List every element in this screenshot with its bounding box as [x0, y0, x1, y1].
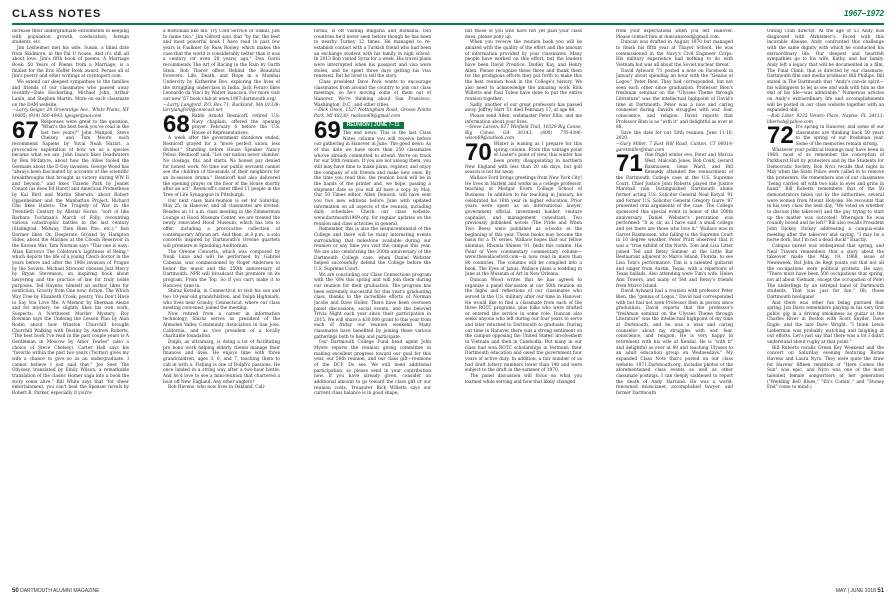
column-4	[465, 29, 582, 583]
magazine-title: DARTMOUTH ALUMNI MAGAZINE	[20, 588, 100, 594]
paragraph: Bob Havens, who now lives in Oakland, Cali-	[168, 385, 266, 391]
paragraph: The end news: This is the last Class Notes column you will receive before our gathering in Hanover in June. The good news: As of this date we have more than 250 classmates who've already committed to attend. We're on track for our 50th reunion. If you are not among them, you still may have time to make plans, register, and enjoy the company of old friends and make new ones. By the time you read this, the reunion book will be in the hands of the printer and, we hope, passing a shipment date so you will all have a copy by May. Our 50 Times editor, Allen Denison, will have sent you two new editions before June with updated information on all aspects of the reunion, including daily schedules. Check our class website, www.dartmouth1969.org, for regular updates on the reunion and class activities in general.	[314, 131, 431, 227]
paragraph: Whatever your political leanings may have been in 1968, most of us remember the conception of Parkhurst Hall by protesters and by the Students for Democratic Society. Bob Nycz recalls that night in May when the State Police were called in to remove the protesters. He remembers one of our classmates "being carried off with two kids in eyes and grins in hand." Bill Roberts remembers that of the 50 demonstrators taken out by the authorities, several were women from Mount Holyoke. He recounts that in his very class the next day, "We voted on whether to discuss [the takeover] and the guy trying to start up the matter was outvoted! Wherupon he was roundly booed and he left!" Bill also recalls President John Dickey, Dickey addressing a campus-wide meeting after the takeover and saying, "I may be a horse dork, but I'm not a dead duck!" Exactly.	[767, 147, 884, 244]
signature: —Steve Larson, 827 Winfield Trail, 10329 Big Canoe, Big Canoe, GA 30143; (800) 770-4396; wlson69@outlook.com	[465, 125, 582, 142]
signature: —Dick Olson, 1527 Nottingham Road, Grosse Pointe Park, MI 48230; rwolson69@gmail.com	[314, 108, 431, 119]
paragraph: David Aylward '71 posted a note on Facebook in January about spending an hour with the "Genius of Logos," Peter Bien. They had corresponded, but not seen each other since graduation. Professor Bien's freshman seminar on the "Ulysses Theme through Literature" was the intellectual highpoint of David's time at Dartmouth. Peter was a nice and caring counselor during David's struggles with war, fear, conscience, and religion. David reports that Professor Bien is as "with it" and delightful as ever at 88.	[616, 68, 733, 131]
column-5	[616, 29, 733, 583]
paragraph: It's spring in Hanover, and some of our classmates are thinking back 50 years to the spring of our freshman year. Some of the memories remain strong.	[795, 125, 884, 148]
paragraph: The panel discussion will focus on what you learned while serving and how that likely changed	[465, 374, 582, 385]
column-3	[314, 29, 431, 583]
signature: —Gary Miller, 7 East Hill Road, Canton, CT 06019; garetmiller@mac.com	[616, 142, 733, 153]
paragraph: And there was other fun being pursued that spring. Jon Davis remembers playing in his very first public gig in a driving smokiness as guitar at the Charles River in Boston with Scott Snyder, Dave Engle, and the late Dave Wright. "I think Lewis Lieberman was probably watching and laughing at our efforts. Let's just say that there was a lot I didn't understand about rugby at that point."	[767, 300, 884, 346]
header-divider	[12, 23, 884, 25]
page-number-right: 51	[877, 588, 884, 594]
class-notes-columns	[12, 29, 884, 583]
paragraph: but those of you who have not yet paid your class dues, please pony up.	[465, 29, 582, 40]
paragraph: The Oreone Concerts, which was composed by Noah Luna and will be performed by Gabriel Cabezas, was commissioned by Roger Andersen to honor the music and the 250th anniversary of Dartmouth. NPR will broadcast this premiere on its program, From the Top. So if you can't make it to Hanover, tune in.	[163, 249, 280, 289]
paragraph: A week after the government shutdown ended, Resnicoff prayed for a "more perfect union, less divided." Standing before House Speaker Nancy Pelosi, Resnicoff said: "Let our nation never slumber. No closings, fits, and starts. No honest pay denied for honest work. No time our public servants cannot see the children of thousands of their neighbors for an in-session drama." Resnicoff had also delivered the opening prayer on the floor of the House shortly after an act". Resnicoff's sister filled 11 people in the Tree of Life Synagogue in Pittsburgh.	[163, 136, 280, 199]
paragraph: Shiraz Kotadia, in Connecticut to visit his son and two 10-year-old grandchildren, and Dolph Highmark, who lives near Granby, Connecticut, where our class meeting convened, joined the meeting.	[163, 289, 280, 312]
paragraph: Duncan Wood writes that he has agreed to organize a panel discussion at our 50th reunion on the highs and reflections of our classmates who served in the U.S. military after our time in Hanover. He would like to find a classmate from each of the three ROTC programs, plus folks who were drafted or entered the service in some role. Duncan also seeks anyone who left during our four years to serve and later returned to Dartmouth to graduate. During our time in Hanover there was a strong sentiment on the campus opposing the United States' involvement in Vietnam and then in Cambodia. But many in our class had won ROTC scholarships in Vermont; their Dartmouth education and owed the government four years of active duty. In addition, a fair number of us had draft lottery numbers lower than 140 and were subject to the draft in the summer of 1970.	[465, 277, 582, 374]
class-year-number: 68	[163, 110, 190, 138]
footer-right	[836, 588, 884, 594]
paragraph: Responses were great to the question, "What's the best book you've read in the last two years?" John Manpoli, Steve Chelsey, and Tom Moore each recommend Sapiens by Yuval Noah Harari, a provocative exploration of how we as a species became what we are. John Isaacs likes Deadwaters by Ben McIntyre, about how the Allies fooled the Germans about the D-Day invasion. George Wood has "always been fascinated by accounts of the scientific breakthroughs that brought us victory during WW II and beyond," and likes Tuxedo Park by Jennet Conant (as does Ed Hurst) and American Prometheus by Kai Bird and Martin Sherwin, about Robert Oppenheimer and the Manhattan Project. Richard Chu likes Hubris: The Tragedy of War in the Twentieth Century by Alistair Horne, "sort of like Barbara Tuchman's March of Folly, recounting various catastrophic battles in the last century (Stalingrad, Midway, Dien Bien Phu, etc.)." Bob Dormer likes On Desperate Ground by Hampton Sides, about the Marines at the Chosin Reservoir in the Korean War. Tom Norman says "This one is easy: Allan Kurzon's The Coletown's Lightness of Being," which depicts the life of a young Czech doctor in the years before and after the 1968 invasion of Prague by the Soviets. Michael Stroczer chooses Just Mercy by Bryan Stevenson, an inspiring book about lawyering and the practice of law for truly noble purposes. Ted Haynes, himself an author, likes for nonfiction, Gravity from One now; fiction, The Which Way Tree by Elizabeth Crook; poetry, You Don't Have to Say You Love Me: A Memoir by Sherman Alexie and for mystery, he slightly likes his own work, Suspects: A Northwest Murder Mystery. Roy Bowman says the Undoing the Lesson Plan by Alan Rodin about how Winston Churchill brought Churchill Walking with Destiny by Andrew Roberts, "The best book I've read in the past couple years is A Gentleman in Moscow by Amor Towles" (also a choice of Steve Chelsey). Carter Hall says his "favorite within the past two years (Twitter) gives my wife a chance to give so as an undergraduate. I cannot believe I just said that." Joe Seer The Odyssey, translated by Emily Wilson, a remarkable translation of the classic Homer saga into a book the story come alive." Bill White says that "for sheer entertainment, you can't beat the Spenser novels by Robert B. Parker, especially if you're	[12, 119, 129, 396]
class-year-number: 69	[314, 116, 341, 144]
paragraph: Rabbi Arnold Resnicoff, retired U.S. Navy chaplain, offered the opening prayer February 6 before the U.S. House of Representatives.	[191, 113, 280, 136]
signature: —Larry Geiger, 20 Greenridge Ave., White Plains, NY 10605; (914) 560-4943; lgeiger@aol.com	[12, 108, 129, 119]
paragraph: Bill Roberts recalls Green Key Weekend and the concert on Saturday evening featuring Richie Havens and Laura Nyro. They were quite the draw for Havens' fifteen rendition of "Here Comes the Sun" was epic, and Nyro was one of the most talented female songwriters of her generation ("Wedding Bell Blues," "Eli's Comin'," and "Stoney End" come to mind.)	[767, 345, 884, 391]
paragraph: fornia, is off visiting Bulgaria and Romania, two countries he'd never seen before though he has been to nearby Turkey 12 times. He managed to re-establish contact with a Turkish friend who had been an exchange student with his family in high school. In 2013 Bob visited Syria for a week. His travel plans were interrupted when his passport and visa were stolen, and he spent three days getting his visa renewed. But he lived to tell the story.	[314, 29, 431, 80]
paragraph: Remember, this is also the sesquicentennial of the College and there will be many interesting events surrounding that milestone available during our reunion or any time you visit the campus this year. We are also celebrating the 200th anniversary of the Dartmouth College case, when Daniel Webster helped successfully defend the College before the U.S. Supreme Court.	[314, 227, 431, 272]
column-1	[12, 29, 129, 583]
paragraph: Campus unrest was widespread that spring, and Neal Travers remembers that a story about the takeover made the May 19, 1968, issue of Newsweek. But John de Regt points out that not all the occupations were political protests. He says, "There must have been 500 occupations that spring, not all about Vietnam, except the occupation of Pole! The underlings by an intrepid band of Dartmouth students. That was just for fun." Oh, those Dartmouth hooligans!	[767, 243, 884, 300]
paragraph: When you receive the reunion book you will be amazed with the quality of the effort and the amount of information provided by your classmates. Many people have worked on this effort, but the leaders have been David Prentice, Dudley Kay, and Henry Allen. Please recognize these three and thank them for the prodigious efforts they put forth to make this the best reunion book in the College's history. We also need to acknowledge the amazing work Rick Willetts and Paul Tubes have done to put the entire reunion together.	[465, 40, 582, 102]
page-number-left: 50	[12, 588, 19, 594]
paragraph: Sadly, another of our great professors has passed away. Jeffrey Hart '51 died February 17, at age 88.	[465, 102, 582, 114]
column-6	[767, 29, 884, 583]
paragraph: David Aylward had a reunion with professor Peter Bien, the "genius of Logos." David had corresponded with but had not seen Professor Bien in person since graduation. David reports that the professor's "freshman seminar on the Ulysses Theme through Literature" was the intellectual highpoint of my time at Dartmouth, and he was a wise and caring counselor about my struggles with war, fear, conscience, and religion. He is very happy in retirement with his wife at Kendal. He is "with it" and delightful as ever at 89 and teaching Ulysses to an adult education group on Wednesdays." My expanded Class Note that's posted on our class website, 1971.Dartmouth.org, includes photos of the aforementioned class events as well as other classmate postings. I can deeply saddened to report the death of Andy Harrand. He was a world-renowned musicianer, accomplished lawyer, and former Dartmouth	[616, 289, 733, 396]
paragraph: Dolph, as ultramarg, is doing a lot of facilitating pro bono work helping elderly clients manage their finances and lives. He enjoys time with three grandchildren, ages 3, 6, and 7, teaching them to call in with a. Fishing is one of Dolph's passions. He once landed in a string way after a two-hour battle. And he'd love to see a mini-reunion that chartered a boat off New England. Any other anglers?	[163, 340, 280, 385]
section-title: CLASS NOTES	[12, 8, 102, 20]
paragraph: Save the date for our 50th reunion: June 11-16, 2020.	[616, 130, 733, 142]
paragraph: Please send Allen, webmaster Peter Ellis, and me information about your lives.	[465, 113, 582, 125]
issue-date: MAY | JUNE 2018	[835, 588, 876, 594]
paragraph: One frigid winter eve, Peter and Marcia West, Malcolm Jones, Bob Conly, Gerard Rasmussen, Gene Ward, and Bill Kennedy attended the reenactment of the Dartmouth College case at the U.S. Supreme Court. Chief Justice John Roberts played the Justice Marshall role. Distinguished Dartmouth alums former acting U.S. Solicitor General Neal Katyal '91 and former U.S. Solicitor General Gregory Garre '87 presented oral arguments of the case. The College sponsored this special event in honor of the 200th anniversary. Daniel Webster's peroration was performed: "It is, sir, as I have said, a small college and yet there are those who love it." Wallace was in Garret Rasmussen, who falling to the Supreme Court in 10 degree weather. Peter Pratt observed that it was a "true exhibit of the North. Tom and Lisa Litter joined Ted and Betsy Simmer at the Little Bar Restaurant adjacent to Marco Island, Florida, to see Lisa Tom's performance. Tim is a talented guitarist and singer from Austin, Texas, with a repertoire of Texas ballads. Also attending were Tim's wife, Helen Ann Towers, and many of Ted and Betsy's friends from Marco Island.	[616, 153, 733, 289]
paragraph: Our next class mini-reunion is set for Saturday, May 25, in Hanover, and all classmates are invited. Besides an 11 a.m. class meeting in the Zimmerman Lounge at Hood Museum Center, we are treated the newly renovated Hood Museum, which has lots to offer, including a provocative collection of contemporary African art. And then, at 8 p.m., a solo concerts inspired by Dartmouth's Oreone quartets will premiere in Spaulding Auditorium.	[163, 198, 280, 249]
paragraph: Duncan was drafted in August 1970 but managed to finish his fifth year at Thayer School. He was commissioned in the Navy's Civil Engineer Corps. His military experience had nothing to do with Vietnam but was all about the Soviet nuclear threat.	[616, 40, 733, 68]
paragraph: Class president Dave Peck wants to encourage classmates from around the country to join our class meetings, so he's moving some of them out of Hanover. We're thinking about San Francisco, Washington, D.C., and other cities.	[314, 79, 431, 108]
signature: —Bob Liber, 9235 Veneto Place, Naples, FL 34113; liberbob@yahoo.com	[767, 113, 884, 125]
paragraph: Outing Club director. At the age of 53 Andy was diagnosed with Alzheimer's. Faced with this incurable disease, Andy confronted this challenge with the same dignity with which he conducted his extraordinary life. Our deepest and heartfelt sympathies go to his wife, Kathy, and her family. Andy left a legacy that will be documented in a film, The Final Climb, that is directed by our classmate, Dartmouth film and media professor Bill Phillips. Bill stated in The Dartmouth that "Andy's can-do spirit—his willingness to let us see and walk with him as the end of his life—was admirable." Numerous articles on Andy's extraordinary life and accomplishments will be posted in our class website together with an expanded obit.	[767, 29, 884, 114]
reunion-banner: REUNION | JUNE 7–11	[343, 122, 404, 130]
paragraph: We are concluding our Class Connections program with the '69s this spring and will join them during our reunion for their graduation. The program has been extremely successful for this year's graduating class, thanks to the incredible efforts of Norman Jacobs and Dave Holler. There have been overseen panel discussions, social events, and the beloved Trivia Night each year since their participation in 2015. We will share a $30,000 grant to this year from each of friday our reunion weekend. Many classmates have benefited by joining these various gatherings both to help and participate.	[314, 272, 431, 340]
class-year-number: 71	[616, 150, 643, 178]
class-year-number: 67	[12, 116, 39, 144]
paragraph: Now retired from a career in information technology, Shiraz serves as president of the Almeden Valley Community Association in San Jose, California, and as vice president of a locally charitable foundation.	[163, 311, 280, 340]
paragraph: a Bostonian like me. Try Cold Service or Sixkill, just to name two." Jim Gilford says that "by far, the best and most powerful book I have read in past few years is Faulkner by Russ Rooley, which makes the case that the world is considerably better than it was a century (or even 20 years) ago." Don Garni recommends The Art of Racing in the Rain by Garth Stein. Bob Thorer offers Behind the Beautiful Forevers: Life, Death, and Hope in a Mumbai Undercity by Katherine Boo, exploring the lives of the struggling underclass in India. Jack Feraro likes Leonardo da Vinci by Walter Isaacson. For more visit our new '67 book club at www.1967.dartmouth.org/.	[163, 29, 280, 102]
class-year-number: 72	[767, 122, 794, 150]
class-year-number: 70	[465, 139, 492, 167]
year-range: 1967–1972	[843, 9, 884, 18]
paragraph: Our Dartmouth College Fund head agent John Myers reports the reunion giving committee in making excellent progress toward our goal for this year, our 50th reunion, and our class gift—reunions of the DCF. Do see. We still need additional participation, so please send in your contribution now. If you have already given, consider an additional amount to go toward the class gift or our reunion costs. Treasurer Rick Willetts says our current class balance is in good shape,	[314, 340, 431, 397]
paragraph: from your expectations when you left Hanover. Please contact him at duncanwood@gmail.com.	[616, 29, 733, 40]
footer-left	[12, 588, 99, 594]
paragraph: Jim Lesheimer met his wife, Susan, a blind date from Skidmore, in the Pal U house. And it's still all about love. Jim's fifth book of poems, A Marriage Book: 50 Years of Poems from a Marriage, is a finalist for the Eric Hoffer Book award. Peruse all of Jim's poetry and other writings at royntoport.com.	[12, 45, 129, 80]
paragraph: We extend our deepest sympathies to the families and friends of our classmates who passed away recently—Dale Hockerling, Michael John, Arthur Lanin, and Stephen Martin. More on each classmate on the DAM website.	[12, 79, 129, 108]
paragraph: Winter is waning as I prepare for this spring column. From this vantage point of Lester's point of view, this winter has been pretty disappointing in northern New England with less than 20 ski days, but golf season is not far away.	[465, 142, 582, 176]
paragraph: increase their undergraduate enrollments in keeping with population growth, coeducation, foreign students, etc.	[12, 29, 129, 46]
signature: —Larry Langford, P.O. Box 71, Buckland, MA 01338; larrylangford@comcast.net	[163, 102, 280, 114]
paragraph: Wallace Ford brings greetings from New York City! He lives in Harlem and works as a college professor, teaching at Medgar Evers College School of Business. In addition to his teaching in January, he celebrated his 16th year in higher education. Prior years were spent as an international lawyer, government official, investment banker, venture capitalist, and management consultant. Two previously published novels (The Pride and When Two Bees) were published as e-books at the beginning of this year. These books may become the basis for a TV series. Wallace hopes that our fellow alumnus, Rhonda Shimes '91, finds this column. His Point of View commentary commentary column—www.thewalaceford.com—is now read in more than 80 countries. The columns will be compiled into a book, The Eyes of Janus. Wallace plans a wedding in June at the Museum of Art in New Orleans.	[465, 176, 582, 278]
column-2	[163, 29, 280, 583]
